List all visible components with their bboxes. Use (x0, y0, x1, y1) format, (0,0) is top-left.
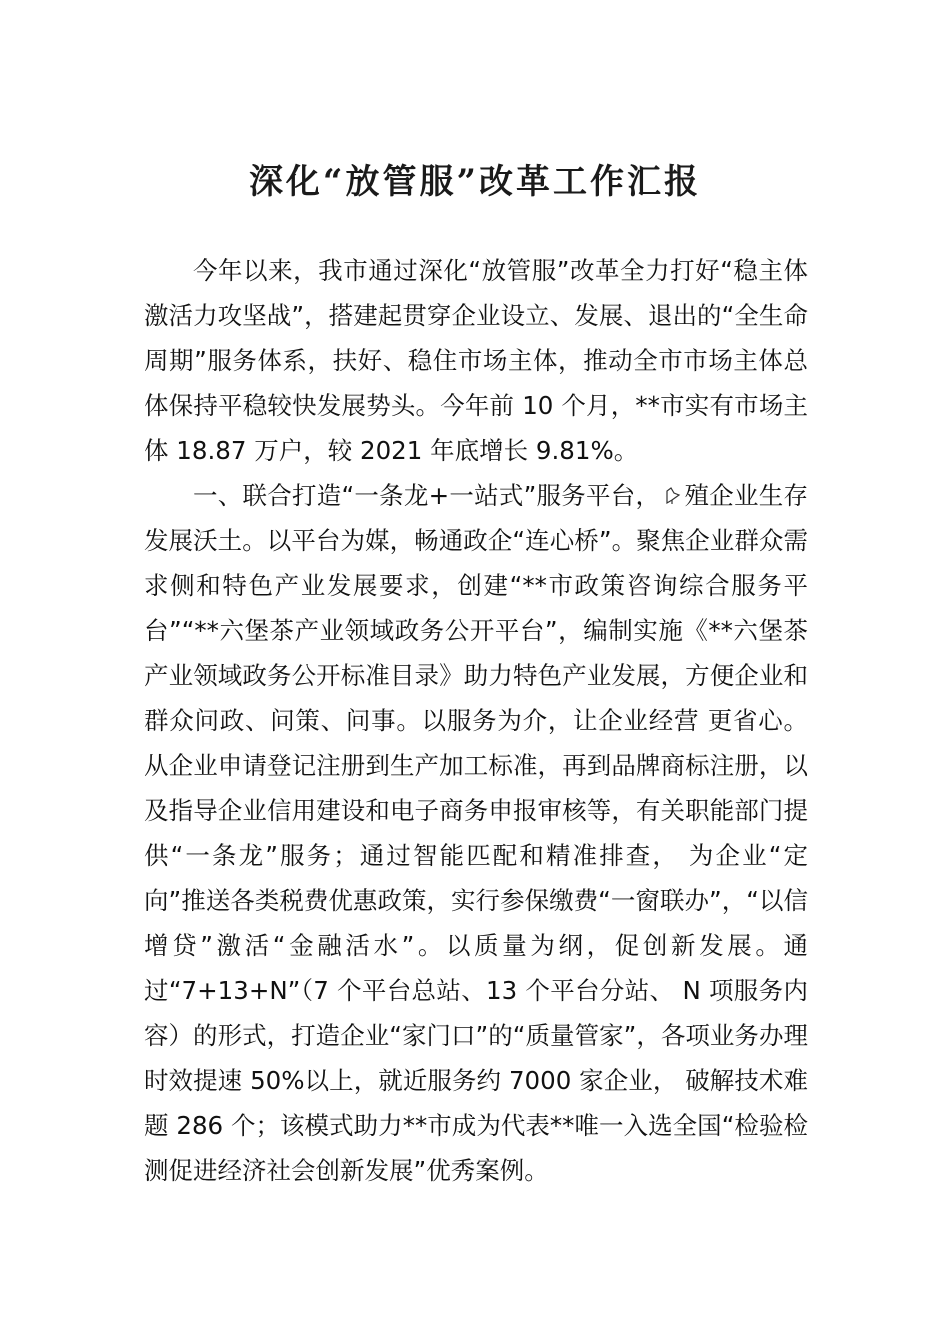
paragraph-section-one-text-a: 一、联合打造“一条龙+一站式”服务平台， (193, 481, 661, 510)
paragraph-section-one (144, 473, 808, 1193)
paragraph-section-one-text-b: 殖企业生存发展沃土。以平台为媒，畅通政企“连心桥”。聚焦企业群众需求侧和特色产业发展要求，创建“**市政策咨询综合服务平台”“**六堡茶产业领域政务公开平台”，编制实施《**六堡茶产业领域政务公开标准目录》助力特色产业发展，方便企业和群众问政、问策、问事。以服务为介，让企业经营 更省心。从企业申请登记注册到生产加工标准，再到品牌商标注册，以及指导企业信用建设和电子商务申报审核等，有关职能部门提供“一条龙”服务；通过智能匹配和精准排查， 为企业“定向”推送各类税费优惠政策，实行参保缴费“一窗联办”，“以信增贷”激活“金融活水”。以质量为纲，促创新发展。通过“7+13+N”（7 个平台总站、13 个平台分站、 N 项服务内容）的形式，打造企业“家门口”的“质量管家”，各项业务办理时效提速 50%以上，就近服务约 7000 家企业， 破解技术难题 286 个；该模式助力**市成为代表**唯一入选全国“检验检测促进经济社会创新发展”优秀案例。 (144, 481, 808, 1185)
document-body (144, 248, 808, 1193)
document-title: 深化“放管服”改革工作汇报 (248, 162, 702, 202)
missing-glyph-icon (660, 481, 684, 510)
paragraph-intro-text: 今年以来，我市通过深化“放管服”改革全力打好“稳主体激活力攻坚战”，搭建起贯穿企业设立、发展、退出的“全生命周期”服务体系，扶好、稳住市场主体，推动全市市场主体总体保持平稳较快发展势头。今年前 10 个月，**市实有市场主体 18.87 万户，较 2021 年底增长 9.81%。 (144, 256, 808, 465)
paragraph-intro (144, 248, 808, 473)
